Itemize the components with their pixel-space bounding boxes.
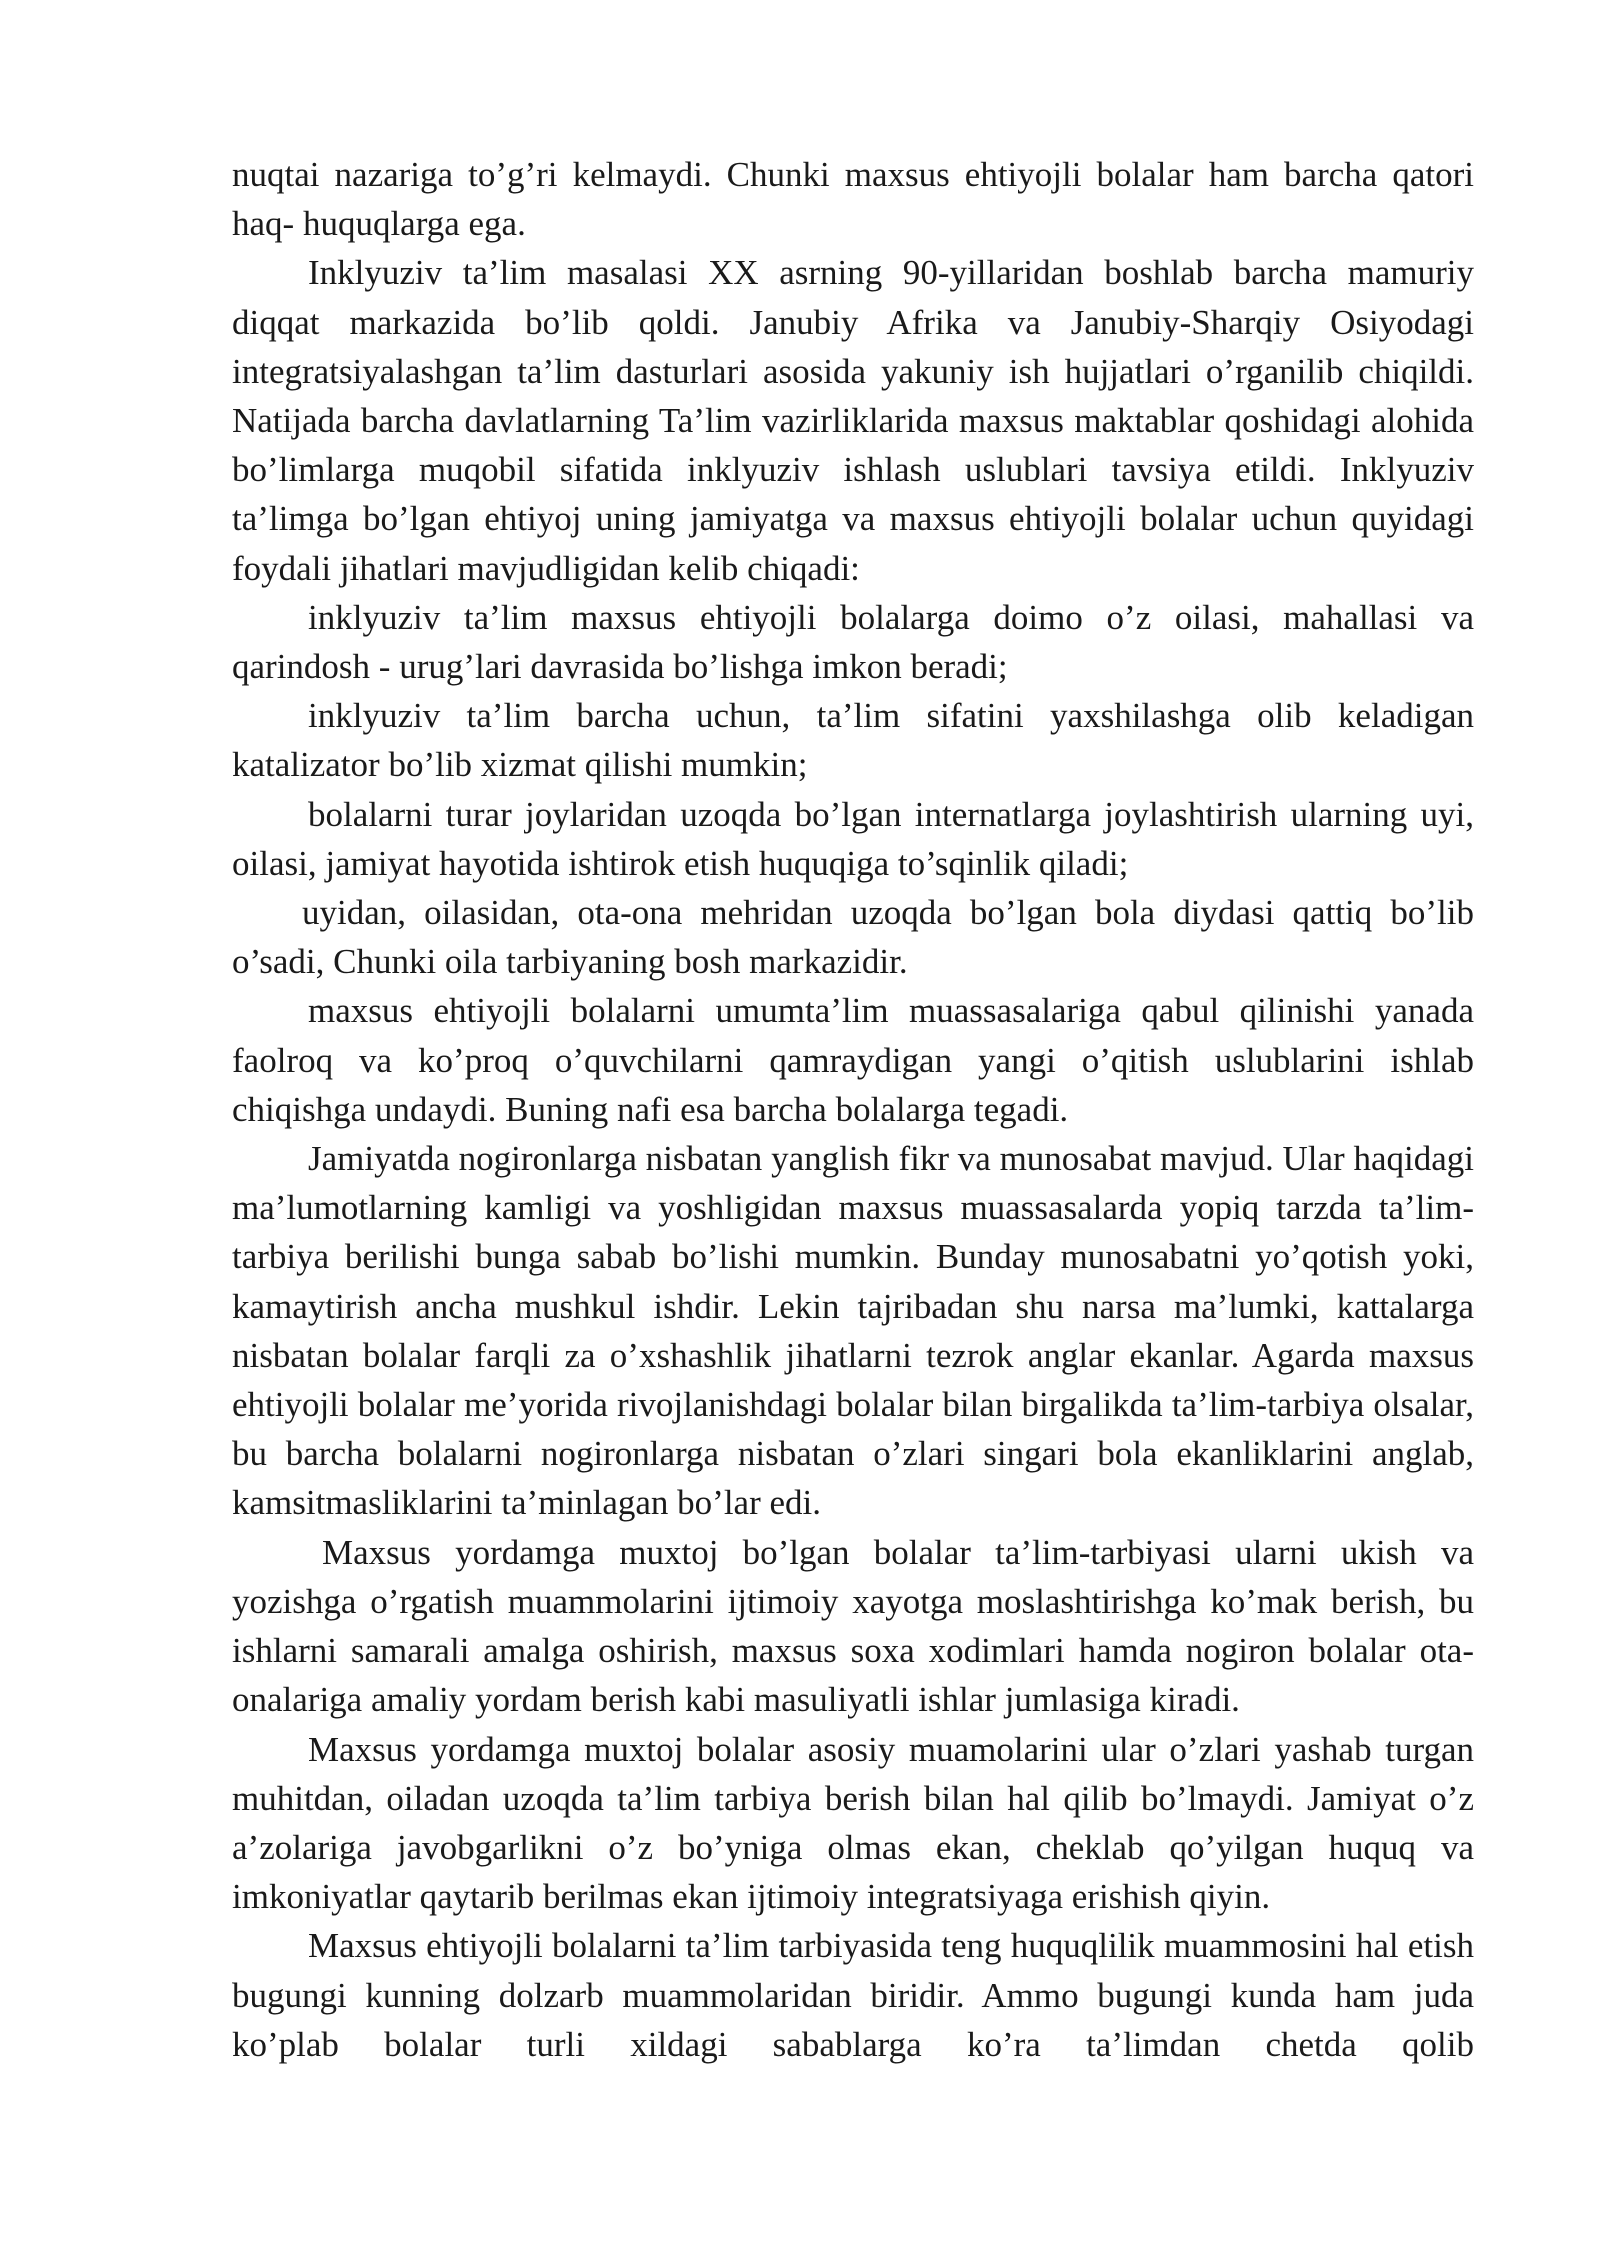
list-item-catalyst: inklyuziv ta’lim barcha uchun, ta’lim sifatini yaxshilashga olib keladigan katalizator bo’lib xizmat qilishi mumkin; [232, 696, 1474, 785]
document-page [232, 150, 1474, 2069]
list-item-home: uyidan, oilasidan, ota-ona mehridan uzoqda bo’lgan bola diydasi qattiq bo’lib o’sadi, Chunki oila tarbiyaning bosh markazidir. [232, 893, 1474, 982]
paragraph-equal-rights: Maxsus ehtiyojli bolalarni ta’lim tarbiyasida teng huquqlilik muammosini hal etish bugungi kunning dolzarb muammolaridan biridir. Ammo bugungi kunda ham juda ko’plab bolalar turli xildagi sabablarga ko’ra ta’limdan chetda qolib [232, 1926, 1474, 2064]
list-item-boarding: bolalarni turar joylaridan uzoqda bo’lgan internatlarga joylashtirish ularning uyi, oilasi, jamiyat hayotida ishtirok etish huquqiga to’sqinlik qiladi; [232, 794, 1474, 883]
list-item-family: inklyuziv ta’lim maxsus ehtiyojli bolalarga doimo o’z oilasi, mahallasi va qarindosh - urug’lari davrasida bo’lishga imkon beradi; [232, 597, 1474, 687]
list-item-mainstream: maxsus ehtiyojli bolalarni umumta’lim muassasalariga qabul qilinishi yanada faolroq va ko’proq o’quvchilarni qamraydigan yangi o’qitish uslublarini ishlab chiqishga undaydi. Buning nafi esa barcha bolalarga tegadi. [232, 991, 1474, 1129]
paragraph-continuation: nuqtai nazariga to’g’ri kelmaydi. Chunki maxsus ehtiyojli bolalar ham barcha qatori haq- huquqlarga ega. [232, 155, 1474, 244]
paragraph-inclusive-history: Inklyuziv ta’lim masalasi XX asrning 90-yillaridan boshlab barcha mamuriy diqqat markazida bo’lib qoldi. Janubiy Afrika va Janubiy-Sharqiy Osiyodagi integratsiyalashgan ta’lim dasturlari asosida yakuniy ish hujjatlari o’rganilib chiqildi. Natijada barcha davlatlarning Ta’lim vazirliklarida maxsus maktablar qoshidagi alohida bo’limlarga muqobil sifatida inklyuziv ishlash uslublari tavsiya etildi. Inklyuziv ta’limga bo’lgan ehtiyoj uning jamiyatga va maxsus ehtiyojli bolalar uchun quyidagi foydali jihatlari mavjudligidan kelib chiqadi: [232, 253, 1474, 588]
paragraph-social-integration: Maxsus yordamga muxtoj bolalar asosiy muamolarini ular o’zlari yashab turgan muhitdan, oiladan uzoqda ta’lim tarbiya berish bilan hal qilib bo’lmaydi. Jamiyat o’z a’zolariga javobgarlikni o’z bo’yniga olmas ekan, cheklab qo’yilgan huquq va imkoniyatlar qaytarib berilmas ekan ijtimoiy integratsiyaga erishish qiyin. [232, 1729, 1474, 1917]
paragraph-misconceptions: Jamiyatda nogironlarga nisbatan yanglish fikr va munosabat mavjud. Ular haqidagi ma’lumotlarning kamligi va yoshligidan maxsus muassasalarda yopiq tarzda ta’lim-tarbiya berilishi bunga sabab bo’lishi mumkin. Bunday munosabatni yo’qotish yoki, kamaytirish ancha mushkul ishdir. Lekin tajribadan shu narsa ma’lumki, kattalarga nisbatan bolalar farqli za o’xshashlik jihatlarni tezrok anglar ekanlar. Agarda maxsus ehtiyojli bolalar me’yorida rivojlanishdagi bolalar bilan birgalikda ta’lim-tarbiya olsalar, bu barcha bolalarni nogironlarga nisbatan o’zlari singari bola ekanliklarini anglab, kamsitmasliklarini ta’minlagan bo’lar edi. [232, 1139, 1474, 1523]
paragraph-special-support: Maxsus yordamga muxtoj bo’lgan bolalar ta’lim-tarbiyasi ularni ukish va yozishga o’rgatish muammolarini ijtimoiy xayotga moslashtirishga ko’mak berish, bu ishlarni samarali amalga oshirish, maxsus soxa xodimlari hamda nogiron bolalar ota-onalariga amaliy yordam berish kabi masuliyatli ishlar jumlasiga kiradi. [232, 1532, 1474, 1720]
